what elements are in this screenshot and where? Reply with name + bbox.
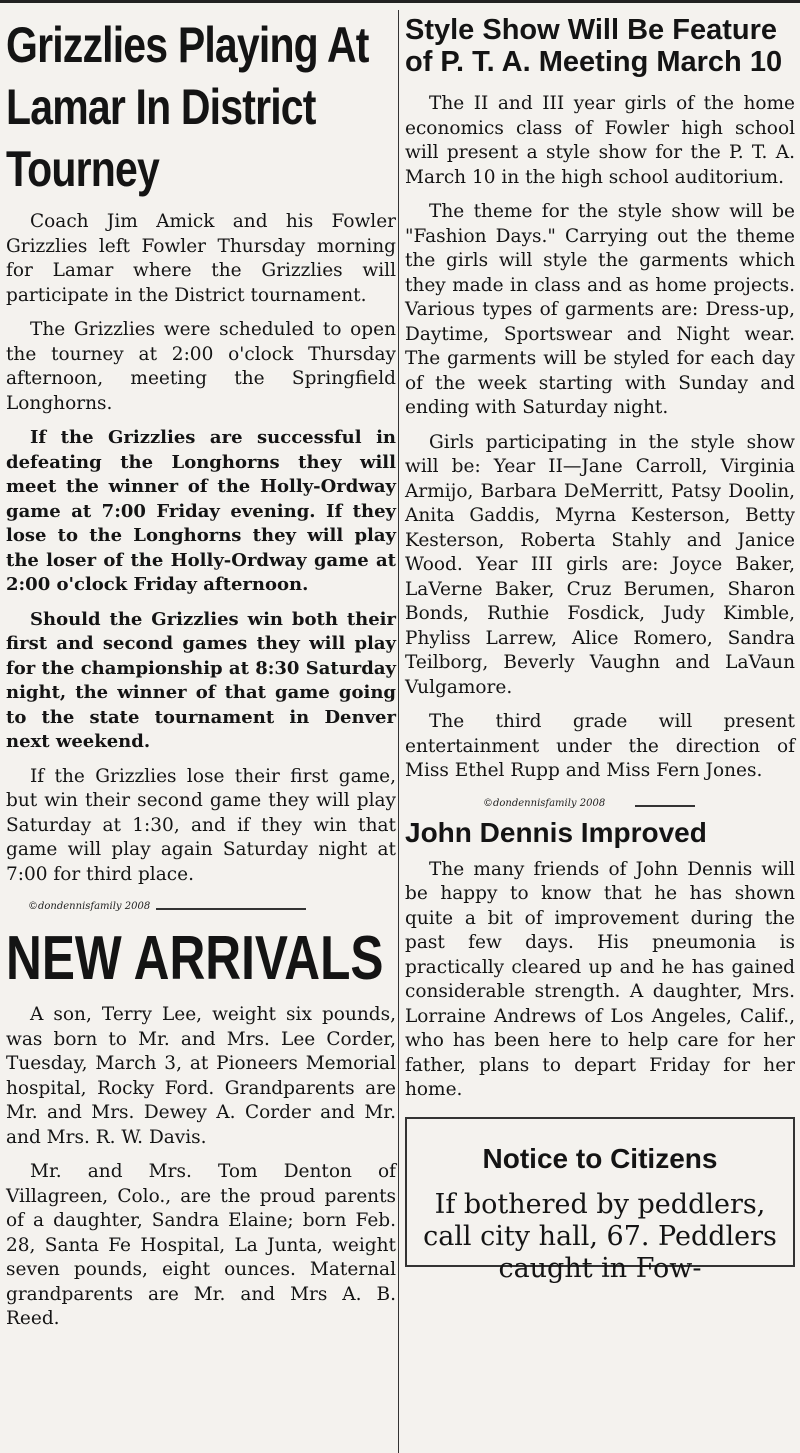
new-arrivals-headline: NEW ARRIVALS <box>6 924 384 993</box>
watermark: ©dondennisfamily 2008 <box>28 901 151 912</box>
article-paragraph: Girls participating in the style show will be: Year II—Jane Carroll, Virginia Armijo, Barbara DeMerritt, Patsy Doolin, Anita Gaddis, Myrna Kesterson, Betty Kesterson, Roberta Stahly and Janice Wood. Year III girls are: Joyce Baker, LaVerne Baker, Cruz Berumen, Sharon Bonds, Ruthie Fosdick, Judy Kimble, Phyliss Larrew, Alice Romero, Sandra Teilborg, Beverly Vaughn and LaVaun Vulgamore. <box>405 431 795 698</box>
article-paragraph: The Grizzlies were scheduled to open the tourney at 2:00 o'clock Thursday afternoon, meeting the Springfield Longhorns. <box>6 319 396 414</box>
john-dennis-headline: John Dennis Improved <box>405 816 707 848</box>
grizzlies-headline: Grizzlies Playing At Lamar In District Tourney <box>6 17 369 197</box>
left-column <box>6 14 396 1342</box>
article-paragraph-bold: Should the Grizzlies win both their first and second games they will play for the championship at 8:30 Saturday night, the winner of that game going to the state tournament in Denver next weekend. <box>6 608 396 752</box>
separator-rule <box>635 805 695 807</box>
separator-rule <box>156 908 306 910</box>
notice-box <box>405 1117 795 1284</box>
style-show-headline: Style Show Will Be Feature of P. T. A. Meeting March 10 <box>405 14 783 78</box>
article-paragraph: The third grade will present entertainment under the direction of Miss Ethel Rupp and Miss Fern Jones. <box>405 711 795 781</box>
right-column <box>405 14 795 1284</box>
notice-title: Notice to Citizens <box>482 1142 718 1174</box>
watermark: ©dondennisfamily 2008 <box>483 797 606 809</box>
article-paragraph-bold: If the Grizzlies are successful in defeating the Longhorns they will meet the winner of the Holly-Ordway game at 7:00 Friday evening. If they lose to the Longhorns they will play the loser of the Holly-Ordway game at 2:00 o'clock Friday afternoon. <box>6 427 396 595</box>
arrival-notice: Mr. and Mrs. Tom Denton of Villagreen, Colo., are the proud parents of a daughter, Sandra Elaine; born Feb. 28, Santa Fe Hospital, La Junta, weight seven pounds, eight ounces. Maternal grandparents are Mr. and Mrs A. B. Reed. <box>6 1161 396 1329</box>
notice-text: If bothered by peddlers, call city hall, 67. Peddlers caught in Fow- <box>423 1188 777 1284</box>
article-paragraph: If the Grizzlies lose their first game, but win their second game they will play Saturday at 1:30, and if they win that game will play again Saturday night at 7:00 for third place. <box>6 765 396 885</box>
section-separator <box>405 794 795 816</box>
article-paragraph: The II and III year girls of the home economics class of Fowler high school will present a style show for the P. T. A. March 10 in the high school auditorium. <box>405 93 795 188</box>
section-separator <box>6 897 396 919</box>
article-paragraph: The many friends of John Dennis will be happy to know that he has shown quite a bit of improvement during the past few days. His pneumonia is practically cleared up and he has gained considerable strength. A daughter, Mrs. Lorraine Andrews of Los Angeles, Calif., who has been here to help care for her father, plans to depart Friday for her home. <box>405 858 795 1100</box>
column-divider <box>398 10 399 1453</box>
article-paragraph: The theme for the style show will be "Fashion Days." Carrying out the theme the girls will style the garments which they made in class and as home projects. Various types of garments are: Dress-up, Daytime, Sportswear and Night wear. The garments will be styled for each day of the week starting with Sunday and ending with Saturday night. <box>405 201 795 418</box>
article-paragraph: Coach Jim Amick and his Fowler Grizzlies left Fowler Thursday morning for Lamar where the Grizzlies will participate in the District tournament. <box>6 211 396 306</box>
top-rule <box>0 0 800 13</box>
arrival-notice: A son, Terry Lee, weight six pounds, was born to Mr. and Mrs. Lee Corder, Tuesday, March 3, at Pioneers Memorial hospital, Rocky Ford. Grandparents are Mr. and Mrs. Dewey A. Corder and Mr. and Mrs. R. W. Davis. <box>6 1004 396 1148</box>
